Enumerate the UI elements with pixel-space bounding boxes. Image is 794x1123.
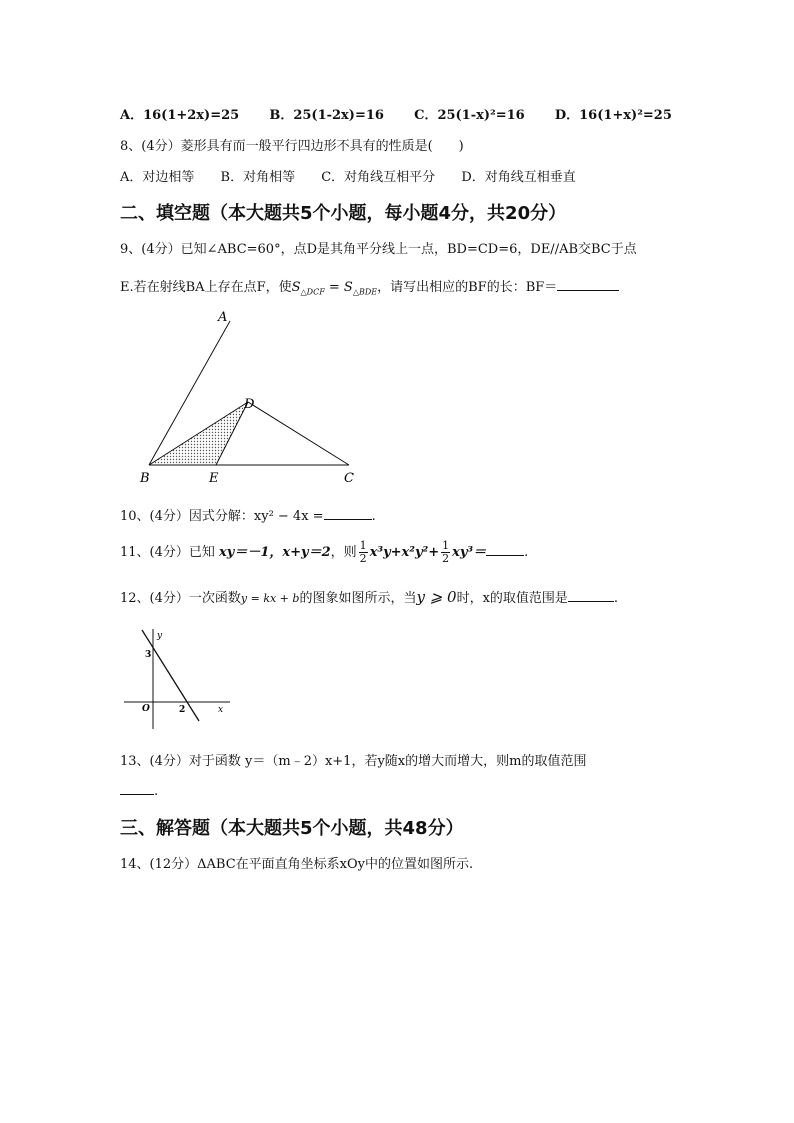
segment-dc (248, 402, 349, 465)
origin-label: O (142, 704, 150, 714)
q11-term-2: xy³＝ (452, 545, 487, 560)
q9-text-b: ，请写出相应的BF的长：BF＝ (377, 280, 558, 295)
q12-prefix: 12、(4分）一次函数 (120, 591, 241, 606)
label-d: D (244, 397, 255, 412)
q11-suffix: . (524, 545, 529, 560)
q10-prefix: 10、(4分）因式分解： (120, 509, 254, 524)
q7-options (120, 104, 698, 123)
fraction-half-2: $\frac{1}{2}$ (442, 539, 450, 565)
q12-condition: y ⩾ 0 (416, 588, 457, 606)
q11-term-1: x³y+x²y²+ (369, 545, 440, 560)
q7-option-c: C．25(1-x)²=16 (414, 108, 525, 123)
q12-suffix-b: . (613, 591, 619, 606)
q11-mid: ，则 (330, 545, 357, 560)
function-line (142, 630, 199, 721)
q11-condition: xy＝－1，x+y＝2 (219, 545, 331, 560)
q13-suffix: . (154, 784, 159, 799)
q11-answer-blank[interactable] (486, 543, 524, 556)
q7-option-a: A．16(1+2x)=25 (120, 108, 240, 123)
q8-stem: 8、(4分）菱形具有而一般平行四边形不具有的性质是( ) (120, 139, 464, 154)
q12-linear-graph (120, 625, 240, 735)
q13-line-1: 13、(4分）对于函数 y＝（m﹣2）x+1，若y随x的增大而增大，则m的取值范围 (120, 754, 587, 769)
q9-line-1: 9、(4分）已知∠ABC=60°，点D是其角平分线上一点，BD=CD=6，DE//AB交BC于点 (120, 242, 637, 257)
q10-expression: xy² − 4x = (253, 509, 324, 524)
q9-triangle-figure (130, 305, 370, 485)
q8-option-b: B．对角相等 (220, 170, 296, 185)
q9-line-2 (120, 276, 619, 297)
x-intercept-label: 2 (179, 705, 186, 715)
q12 (120, 587, 618, 606)
label-e: E (209, 471, 219, 485)
section-2-title: 二、填空题（本大题共5个小题，每小题4分，共20分） (120, 203, 567, 224)
q8-option-a: A．对边相等 (120, 170, 195, 185)
area-sub-1: △DCF (300, 287, 325, 297)
q10-answer-blank[interactable] (324, 507, 372, 520)
y-intercept-label: 3 (145, 650, 152, 660)
section-3-title: 三、解答题（本大题共5个小题，共48分） (120, 818, 464, 839)
label-c: C (344, 471, 354, 485)
q12-answer-blank[interactable] (568, 589, 614, 602)
q12-function: y = kx + b (240, 592, 300, 605)
q13-line-2 (120, 782, 158, 799)
q13-answer-blank[interactable] (120, 782, 154, 795)
q8-option-c: C．对角线互相平分 (321, 170, 436, 185)
q9-text-a: E.若在射线BA上存在点F，使 (120, 280, 292, 295)
equals-sign: = (324, 280, 344, 295)
area-symbol-2: S (343, 280, 353, 295)
q9-answer-blank[interactable] (557, 278, 619, 291)
label-b: B (140, 471, 150, 485)
q14-stem: 14、(12分）ΔABC在平面直角坐标系xOy中的位置如图所示. (120, 857, 474, 872)
q8-option-d: D．对角线互相垂直 (461, 170, 576, 185)
fraction-half-1: $\frac{1}{2}$ (359, 539, 367, 565)
q12-mid: 的图象如图所示，当 (299, 591, 417, 606)
q10 (120, 505, 376, 524)
q11 (120, 540, 528, 565)
label-a: A (218, 310, 228, 325)
area-sub-2: △BDE (352, 287, 378, 297)
q7-option-d: D．16(1+x)²=25 (554, 108, 672, 123)
q10-suffix: . (371, 509, 376, 524)
x-axis-label: x (218, 705, 224, 715)
q11-prefix: 11、(4分）已知 (120, 545, 220, 560)
area-symbol-1: S (291, 280, 301, 295)
q8-options (120, 166, 598, 185)
q12-suffix-a: 时，x的取值范围是 (456, 591, 568, 606)
y-axis-label: y (157, 631, 163, 641)
q7-option-b: B．25(1-2x)=16 (269, 108, 384, 123)
